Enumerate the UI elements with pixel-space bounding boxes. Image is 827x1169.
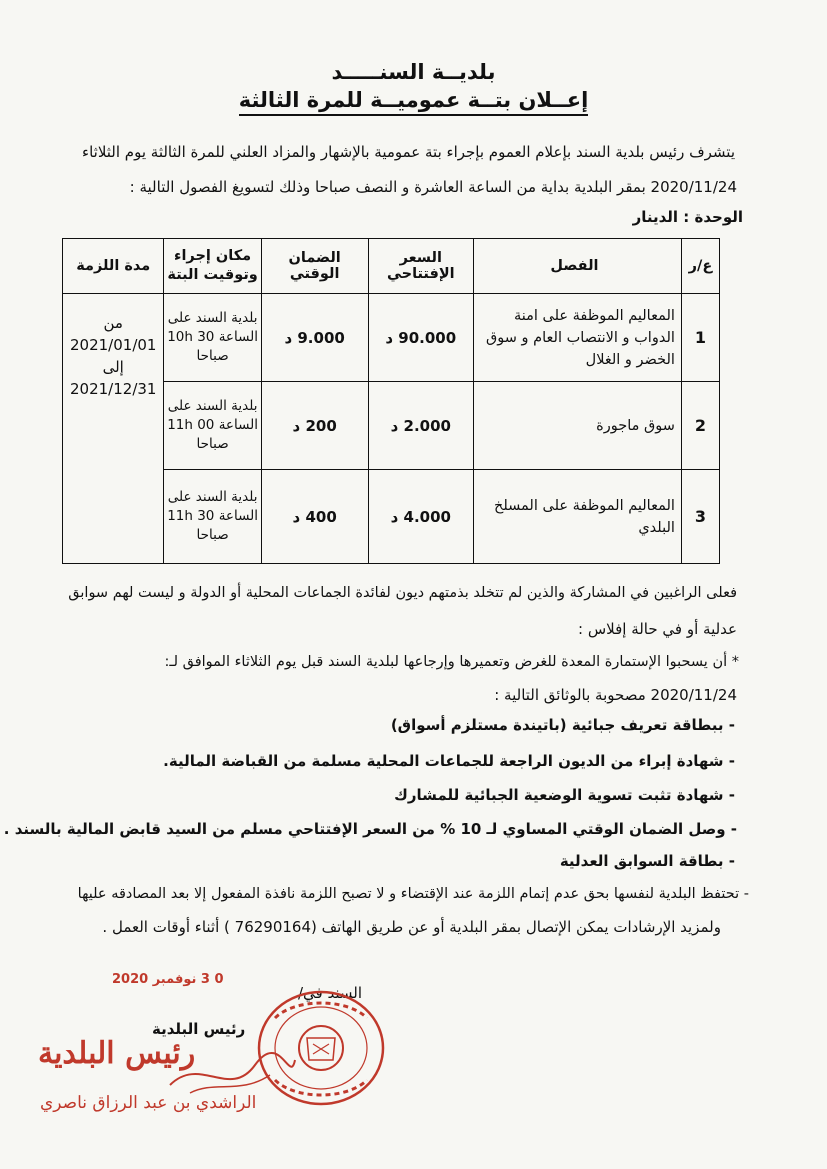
required-doc: - شهادة إبراء من الديون الراجعة للجماعات المحلية مسلمة من القباضة المالية. xyxy=(163,752,735,770)
place-date-label: السند في/ xyxy=(298,984,363,1002)
president-label: رئيس البلدية xyxy=(152,1020,246,1038)
row-place: بلدية السند على الساعة 10h 30 صباحا xyxy=(164,294,261,382)
row-guarantee: 9.000 د xyxy=(261,294,368,382)
header-no: ع/ر xyxy=(681,239,719,294)
header-section: الفصل xyxy=(474,239,682,294)
required-doc: - بطاقة السوابق العدلية xyxy=(559,852,735,870)
row-guarantee: 200 د xyxy=(261,382,368,470)
date-stamp: 0 3 نوفمبر 2020 xyxy=(112,972,224,987)
row-price: 90.000 د xyxy=(368,294,473,382)
table-row xyxy=(63,294,720,382)
header-price: السعر الإفتتاحي xyxy=(368,239,473,294)
instructions-line-1: * أن يسحبوا الإستمارة المعدة للغرض وتعميرها وإرجاعها لبلدية السند قبل يوم الثلاثاء الموافق لـ: xyxy=(164,654,739,670)
row-section: المعاليم الموظفة على امنة الدواب و الانتصاب العام و سوق الخضر و الغلال xyxy=(474,294,682,382)
lots-table xyxy=(62,238,720,564)
row-guarantee: 400 د xyxy=(261,470,368,564)
note-line-2: ولمزيد الإرشادات يمكن الإتصال بمقر البلدية أو عن طريق الهاتف (76290164 ) أثناء أوقات العمل . xyxy=(102,918,721,936)
conditions-line-1: فعلى الراغبين في المشاركة والذين لم تتخلد بذمتهم ديون لفائدة الجماعات المحلية أو الدولة و ليست لهم سوابق xyxy=(68,585,737,601)
signature-title: رئيس البلدية xyxy=(38,1036,196,1071)
instructions-line-2: 2020/11/24 مصحوبة بالوثائق التالية : xyxy=(494,686,737,704)
row-number: 1 xyxy=(681,294,719,382)
intro-line-2: 2020/11/24 بمقر البلدية بداية من الساعة العاشرة و النصف صباحا وذلك لتسويغ الفصول التالية : xyxy=(129,178,737,196)
row-price: 4.000 د xyxy=(368,470,473,564)
conditions-line-2: عدلية أو في حالة إفلاس : xyxy=(578,620,737,638)
header-duration: مدة اللزمة xyxy=(63,239,164,294)
required-doc: - شهادة تثبت تسوية الوضعية الجبائية للمشارك xyxy=(394,786,735,804)
row-place: بلدية السند على الساعة 11h 00 صباحا xyxy=(164,382,261,470)
row-section: سوق ماجورة xyxy=(474,382,682,470)
note-line-1: - تحتفظ البلدية لنفسها بحق عدم إتمام اللزمة عند الإقتضاء و لا تصبح اللزمة نافذة المفعول إلا بعد المصادقه عليها xyxy=(77,886,749,902)
row-number: 3 xyxy=(681,470,719,564)
required-doc: - وصل الضمان الوقتي المساوي لـ 10 % من السعر الإفتتاحي مسلم من السيد قابض المالية بالسند . xyxy=(3,820,737,838)
row-price: 2.000 د xyxy=(368,382,473,470)
official-seal-icon xyxy=(255,988,387,1108)
announcement-title-text: إعــلان بتــة عموميــة للمرة الثالثة xyxy=(239,88,589,116)
header-place: مكان إجراء وتوقيت البتة xyxy=(164,239,261,294)
duration-cell: من 2021/01/01 إلى 2021/12/31 xyxy=(63,294,164,564)
row-number: 2 xyxy=(681,382,719,470)
intro-line-1: يتشرف رئيس بلدية السند بإعلام العموم بإجراء بتة عمومية بالإشهار والمزاد العلني للمرة الثالثة يوم الثلاثاء xyxy=(82,143,735,161)
row-section: المعاليم الموظفة على المسلخ البلدي xyxy=(474,470,682,564)
announcement-title xyxy=(0,88,827,112)
table-header-row xyxy=(63,239,720,294)
required-doc: - ببطاقة تعريف جبائية (باتيندة مستلزم أسواق) xyxy=(390,716,735,734)
seal-anchor xyxy=(260,1062,261,1063)
row-place: بلدية السند على الساعة 11h 30 صباحا xyxy=(164,470,261,564)
municipality-heading: بلديــة السنـــــد xyxy=(331,60,496,84)
signature-name: الراشدي بن عبد الرزاق ناصري xyxy=(40,1093,257,1113)
currency-unit: الوحدة : الدينار xyxy=(632,208,743,226)
header-guarantee: الضمان الوقتي xyxy=(261,239,368,294)
